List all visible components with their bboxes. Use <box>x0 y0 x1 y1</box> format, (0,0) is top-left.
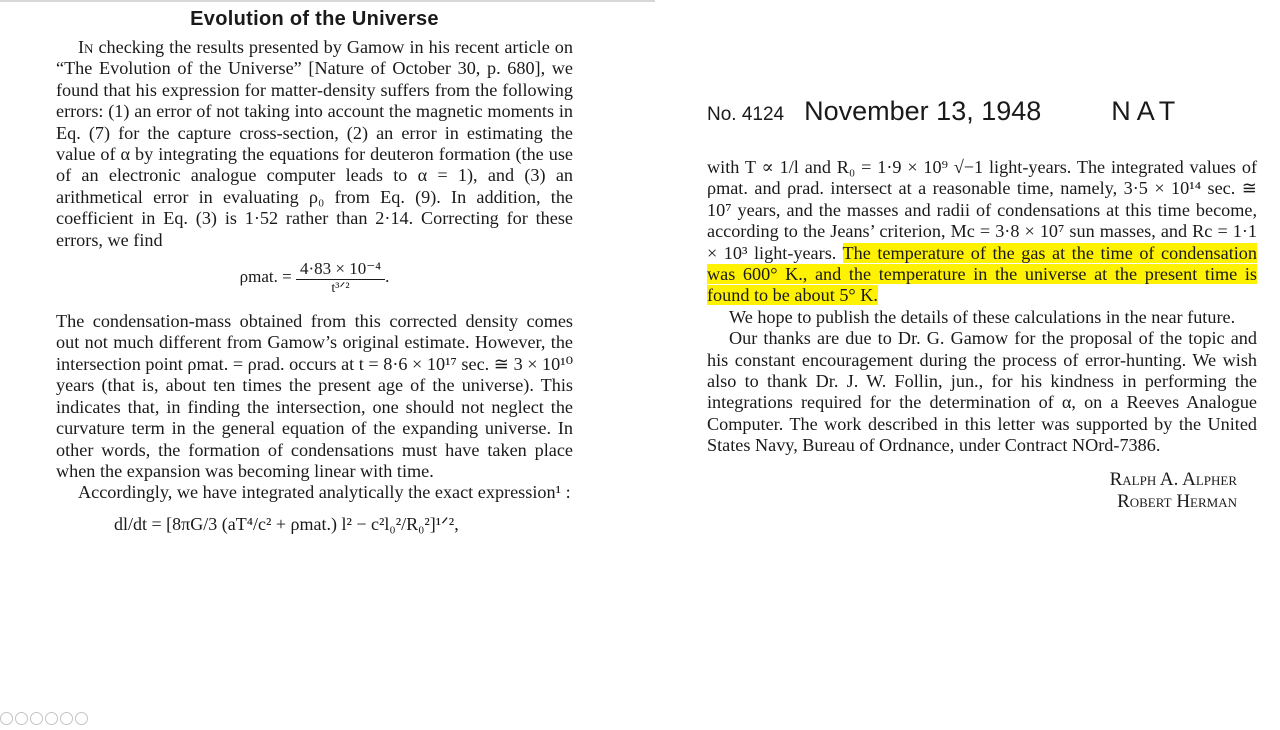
journal-name: NAT <box>1111 96 1182 126</box>
edit-icon[interactable] <box>45 712 58 725</box>
drop-cap: In <box>78 37 94 57</box>
journal-header <box>707 96 1257 127</box>
zoom-icon[interactable] <box>60 712 73 725</box>
equation-density-end: . <box>385 266 390 286</box>
right-paragraph-1-text: with T ∝ 1/l and R₀ = 1·9 × 10⁹ √−1 light-years. The integrated values of ρmat. and ρrad. intersect at a reasonable time, namely, 3·5 × 10¹⁴ sec. ≅ 10⁷ years, and the masses and radii of condensations at this time become, according to the Jeans’ criterion, Mc = 3·8 × 10⁷ sun masses, and Rc = 1·1 × 10³ light-years. <box>707 157 1257 263</box>
equation-density-denominator: t³ᐟ² <box>331 281 350 297</box>
author-name-1: Ralph A. Alpher <box>1109 468 1237 490</box>
right-text <box>707 157 1257 457</box>
issue-date: November 13, 1948 <box>804 96 1042 126</box>
play-icon[interactable] <box>15 712 28 725</box>
right-page <box>707 96 1257 513</box>
equation-density-lhs: ρmat. = <box>239 266 292 286</box>
right-paragraph-1 <box>707 157 1257 307</box>
equation-density-fraction <box>296 259 385 297</box>
author-signature <box>707 469 1257 513</box>
right-paragraph-2: We hope to publish the details of these calculations in the near future. <box>729 306 1236 327</box>
issue-number: No. 4124 <box>707 104 785 125</box>
equation-expansion: dl/dt = [8πG/3 (aT⁴/c² + ρmat.) l² − c²l₀²/R₀²]¹ᐟ², <box>114 513 459 534</box>
left-paragraph-1 <box>56 37 573 251</box>
left-paragraph-1-text: checking the results presented by Gamow in his recent article on “The Evolution of the Universe” [Nature of October 30, p. 680], we found that his expression for matter-density suffers from the following errors: (1) an error of not taking into account the magnetic moments in Eq. (7) for the capture cross-section, (2) an error in estimating the value of α by integrating the equations for deuteron formation (the use of an electronic analogue computer leads to α = 1), and (3) an arithmetical error in evaluating ρ₀ from Eq. (9). In addition, the coefficient in Eq. (3) is 1·52 rather than 2·14. Correcting for these errors, we find <box>56 37 573 250</box>
left-paragraph-3: Accordingly, we have integrated analytically the exact expression¹ : <box>78 482 571 503</box>
equation-density <box>56 259 573 303</box>
equation-density-numerator: 4·83 × 10⁻⁴ <box>296 259 385 280</box>
article-title: Evolution of the Universe <box>190 8 439 30</box>
prev-icon[interactable] <box>0 712 13 725</box>
right-paragraph-3: Our thanks are due to Dr. G. Gamow for the proposal of the topic and his constant encouragement during the process of error-hunting. We wish also to thank Dr. J. W. Follin, jun., for his kindness in performing the integrations required for the determination of α, on a Reeves Analogue Computer. The work described in this letter was supported by the United States Navy, Bureau of Ordnance, under Contract NOrd-7386. <box>707 328 1257 456</box>
highlighted-sentence: The temperature of the gas at the time of condensation was 600° K., and the temperature in the universe at the present time is found to be about 5° K. <box>707 242 1257 306</box>
left-paragraph-2: The condensation-mass obtained from this corrected density comes out not much different from Gamow’s original estimate. However, the intersection point ρmat. = ρrad. occurs at t = 8·6 × 10¹⁷ sec. ≅ 3 × 10¹⁰ years (that is, about ten times the present age of the universe). This indicates that, in finding the intersection, one should not neglect the curvature term in the general equation of the expanding universe. In other words, the formation of condensations must have taken place when the expansion was becoming linear with time. <box>56 311 573 481</box>
left-page <box>56 4 573 564</box>
more-icon[interactable] <box>75 712 88 725</box>
author-name-2: Robert Herman <box>1117 490 1237 512</box>
top-divider <box>0 0 655 2</box>
viewer-controls[interactable] <box>0 712 150 727</box>
next-icon[interactable] <box>30 712 43 725</box>
